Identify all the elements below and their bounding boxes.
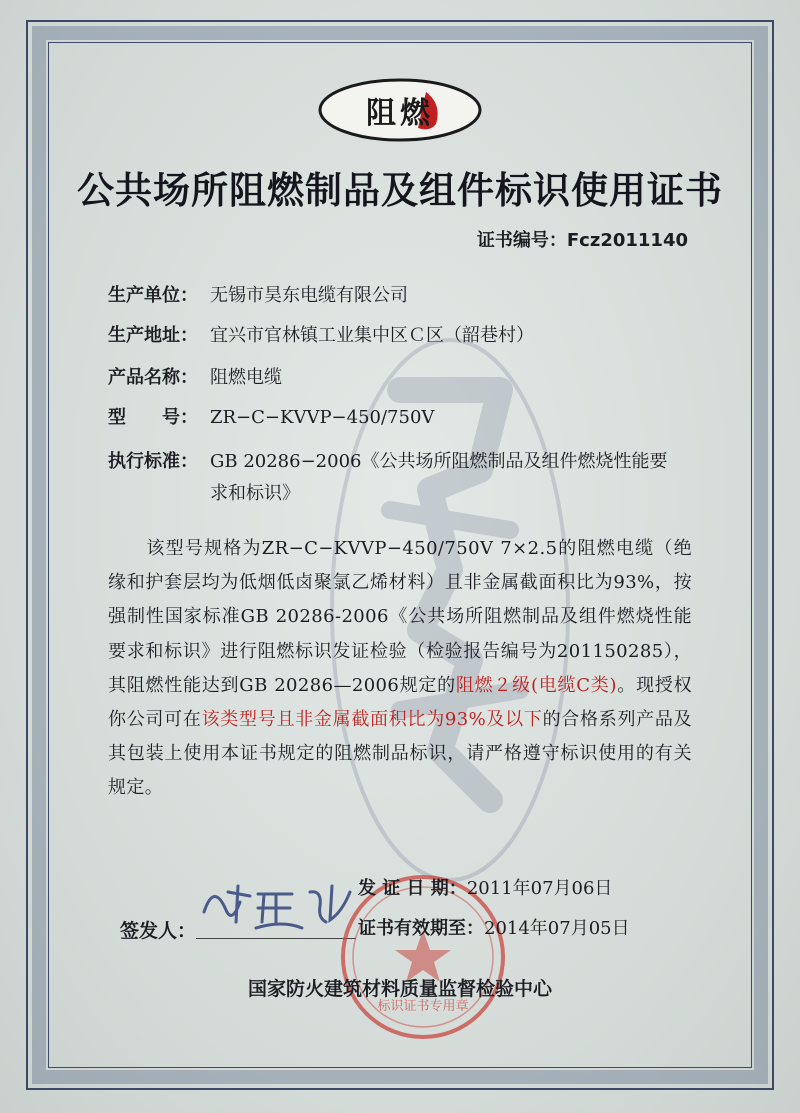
certificate-title: 公共场所阻燃制品及组件标识使用证书 bbox=[77, 169, 723, 212]
field-product-name bbox=[108, 362, 680, 394]
valid-until-value: 2014年07月05日 bbox=[484, 918, 630, 939]
body-text-2: 。现授权你公司可在 bbox=[108, 674, 692, 731]
field-manufacturer bbox=[108, 280, 680, 312]
signer-label: 签发人： bbox=[120, 920, 197, 942]
field-standard bbox=[108, 446, 680, 510]
valid-until bbox=[358, 914, 630, 940]
field-address bbox=[108, 320, 680, 352]
field-value: ZR−C−KVVP−450/750V bbox=[210, 407, 435, 428]
field-label: 执行标准： bbox=[108, 451, 198, 472]
field-value: 宜兴市官林镇工业集中区Ｃ区（韶巷村） bbox=[210, 325, 534, 346]
valid-until-label: 证书有效期至： bbox=[358, 918, 484, 939]
logo-text: 阻燃 bbox=[366, 96, 434, 131]
certificate-number: 证书编号：Fcz2011140 bbox=[476, 230, 688, 251]
field-label: 生产地址： bbox=[108, 325, 198, 346]
flame-class-highlight: 阻燃２级(电缆C类) bbox=[455, 674, 617, 696]
scope-highlight: 该类型号且非金属截面积比为93%及以下 bbox=[201, 709, 543, 731]
signature-line bbox=[196, 938, 356, 939]
field-model bbox=[108, 402, 680, 434]
issue-date-value: 2011年07月06日 bbox=[466, 878, 613, 899]
field-label: 型 号： bbox=[108, 407, 198, 428]
issue-date bbox=[358, 874, 612, 900]
field-label: 产品名称： bbox=[108, 367, 198, 388]
body-text-1: 该型号规格为ZR−C−KVVP−450/750V 7×2.5的阻燃电缆（绝缘和护套层均为低烟低卤聚氯乙烯材料）且非金属截面积比为93%，按强制性国家标准GB 20286-2006《公共场所阻燃制品及组件燃烧性能要求和标识》进行阻燃标识发证检验（检验报告编号为201150285），其阻燃性能达到GB 20286—2006规定的 bbox=[108, 538, 692, 696]
field-value: GB 20286−2006《公共场所阻燃制品及组件燃烧性能要求和标识》 bbox=[210, 451, 668, 504]
certificate-body bbox=[108, 532, 692, 806]
body-text-3: 的合格系列产品及其包装上使用本证书规定的阻燃制品标识，请严格遵守标识使用的有关规定。 bbox=[108, 709, 693, 799]
field-value: 阻燃电缆 bbox=[210, 367, 282, 388]
field-label: 生产单位： bbox=[108, 285, 198, 306]
issuing-authority: 国家防火建筑材料质量监督检验中心 bbox=[247, 978, 552, 1000]
seal-text: 标识证书专用章 bbox=[377, 999, 469, 1014]
issue-date-label: 发 证 日 期： bbox=[358, 878, 467, 899]
field-value: 无锡市昊东电缆有限公司 bbox=[210, 285, 408, 306]
handwritten-signature bbox=[192, 872, 362, 942]
flame-retardant-logo bbox=[318, 78, 482, 142]
